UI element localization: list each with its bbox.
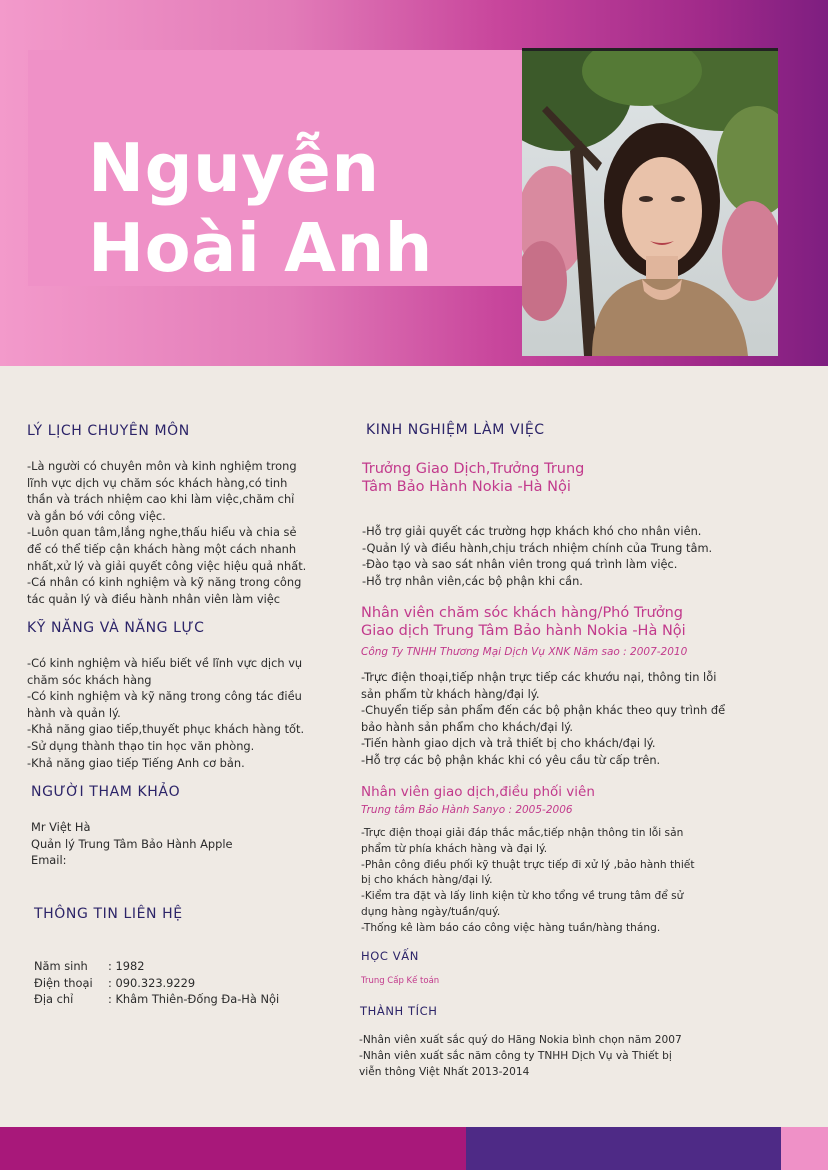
job2-duty: sản phẩm từ khách hàng/đại lý. bbox=[361, 686, 540, 701]
birth-value: : 1982 bbox=[108, 959, 145, 973]
contact-row-address bbox=[34, 991, 279, 1008]
profile-line: nhất,xử lý và giải quyết công việc hiệu quả nhất. bbox=[27, 558, 307, 573]
profile-line: tác quản lý và điều hành nhân viên làm việc bbox=[27, 591, 281, 606]
phone-value: : 090.323.9229 bbox=[108, 975, 196, 990]
profile-line: -Cá nhân có kinh nghiệm và kỹ năng trong công bbox=[27, 575, 302, 590]
job2-title-line: Nhân viên chăm sóc khách hàng/Phó Trưởng bbox=[361, 605, 683, 621]
job1-duty: -Đào tạo và sao sát nhân viên trong quá trình làm việc. bbox=[362, 557, 678, 572]
job2-duties bbox=[361, 669, 725, 769]
job2-duty: -Chuyển tiếp sản phẩm đến các bộ phận khác theo quy trình để bbox=[361, 703, 726, 718]
skills-line: chăm sóc khách hàng bbox=[27, 672, 152, 687]
education-section-title: HỌC VẤN bbox=[361, 949, 419, 963]
achievement-line: -Nhân viên xuất sắc quý do Hãng Nokia bình chọn năm 2007 bbox=[359, 1034, 682, 1046]
job3-duty: dụng hàng ngày/tuần/quý. bbox=[361, 905, 501, 918]
profile-line: để có thể tiếp cận khách hàng một cách nhanh bbox=[27, 541, 297, 556]
job3-duty: -Kiểm tra đặt và lấy linh kiện từ kho tổng về trung tâm để sử bbox=[361, 890, 684, 903]
reference-section-title: NGƯỜI THAM KHẢO bbox=[31, 784, 181, 800]
job3-title: Nhân viên giao dịch,điều phối viên bbox=[361, 784, 595, 800]
address-label: Địa chỉ bbox=[34, 992, 74, 1007]
contact-row-phone bbox=[34, 975, 279, 992]
job1-duty: -Hỗ trợ giải quyết các trường hợp khách khó cho nhân viên. bbox=[362, 524, 702, 538]
profile-line: -Là người có chuyên môn và kinh nghiệm trong bbox=[27, 459, 297, 473]
job1-duties bbox=[362, 523, 712, 589]
profile-line: -Luôn quan tâm,lắng nghe,thấu hiểu và chia sẻ bbox=[27, 525, 297, 540]
skills-line: -Khả năng giao tiếp,thuyết phục khách hàng tốt. bbox=[27, 722, 305, 737]
skills-line: -Sử dụng thành thạo tin học văn phòng. bbox=[27, 738, 255, 753]
profile-line: lĩnh vực dịch vụ chăm sóc khách hàng,có tinh bbox=[27, 475, 288, 490]
name-line-2: Hoài Anh bbox=[88, 209, 433, 287]
job2-duty: bảo hành sản phẩm cho khách/đại lý. bbox=[361, 719, 574, 734]
education-item: Trung Cấp Kế toán bbox=[361, 976, 440, 986]
footer-band-purple bbox=[466, 1127, 781, 1170]
skills-line: -Có kinh nghiệm và kỹ năng trong công tác điều bbox=[27, 689, 302, 704]
skills-section-title: KỸ NĂNG VÀ NĂNG LỰC bbox=[27, 620, 205, 636]
candidate-name bbox=[88, 128, 433, 288]
achievement-line: -Nhân viên xuất sắc năm công ty TNHH Dịch Vụ và Thiết bị bbox=[359, 1049, 672, 1062]
skills-line: hành và quản lý. bbox=[27, 705, 121, 720]
contact-section-title: THÔNG TIN LIÊN HỆ bbox=[34, 906, 183, 922]
name-line-1: Nguyễn bbox=[88, 129, 380, 207]
job3-duty: phẩm từ phía khách hàng và đại lý. bbox=[361, 842, 548, 855]
experience-section-title: KINH NGHIỆM LÀM VIỆC bbox=[366, 422, 545, 438]
skills-line: -Có kinh nghiệm và hiểu biết về lĩnh vực dịch vụ bbox=[27, 656, 303, 670]
achievement-line: viễn thông Việt Nhất 2013-2014 bbox=[359, 1065, 530, 1078]
job2-duty: -Trực điện thoại,tiếp nhận trực tiếp các khướu nại, thông tin lỗi bbox=[361, 670, 717, 684]
job1-title bbox=[362, 460, 584, 496]
reference-line: Email: bbox=[31, 853, 67, 868]
job3-duties bbox=[361, 826, 694, 937]
job1-duty: -Quản lý và điều hành,chịu trách nhiệm chính của Trung tâm. bbox=[362, 540, 713, 555]
job3-duty: -Phân công điều phối kỹ thuật trực tiếp đi xử lý ,bảo hành thiết bbox=[361, 858, 695, 871]
birth-label: Năm sinh bbox=[34, 959, 88, 973]
footer-band-pink bbox=[781, 1127, 828, 1170]
reference-line: Quản lý Trung Tâm Bảo Hành Apple bbox=[31, 836, 233, 851]
reference-line: Mr Việt Hà bbox=[31, 820, 91, 834]
profile-line: và gắn bó với công việc. bbox=[27, 508, 166, 523]
job3-duty: bị cho khách hàng/đại lý. bbox=[361, 874, 493, 887]
job3-company: Trung tâm Bảo Hành Sanyo : 2005-2006 bbox=[361, 804, 573, 816]
job3-duty: -Trực điện thoại giải đáp thắc mắc,tiếp nhận thông tin lỗi sản bbox=[361, 827, 684, 839]
job2-duty: -Tiến hành giao dịch và trả thiết bị cho khách/đại lý. bbox=[361, 736, 656, 751]
address-value: : Khâm Thiên-Đống Đa-Hà Nội bbox=[108, 992, 280, 1007]
job2-company: Công Ty TNHH Thương Mại Dịch Vụ XNK Năm sao : 2007-2010 bbox=[361, 646, 688, 658]
phone-label: Điện thoại bbox=[34, 975, 93, 990]
achievements-section-title: THÀNH TÍCH bbox=[360, 1004, 438, 1018]
job2-title bbox=[361, 604, 686, 640]
profile-photo bbox=[522, 48, 778, 356]
job2-duty: -Hỗ trợ các bộ phận khác khi có yêu cầu từ cấp trên. bbox=[361, 752, 661, 767]
profile-section-title: LÝ LỊCH CHUYÊN MÔN bbox=[27, 423, 190, 439]
job1-duty: -Hỗ trợ nhân viên,các bộ phận khi cần. bbox=[362, 573, 583, 588]
profile-text bbox=[27, 458, 306, 607]
skills-text bbox=[27, 655, 304, 771]
skills-line: -Khả năng giao tiếp Tiếng Anh cơ bản. bbox=[27, 755, 245, 770]
reference-text bbox=[31, 819, 233, 869]
footer-band-magenta bbox=[0, 1127, 466, 1170]
profile-line: thần và trách nhiệm cao khi làm việc,chăm chỉ bbox=[27, 492, 295, 507]
achievements-text bbox=[359, 1033, 682, 1080]
job2-title-line: Giao dịch Trung Tâm Bảo hành Nokia -Hà Nội bbox=[361, 623, 686, 639]
job3-duty: -Thống kê làm báo cáo công việc hàng tuần/hàng tháng. bbox=[361, 921, 661, 934]
contact-row-birth bbox=[34, 958, 279, 975]
job1-title-line: Tâm Bảo Hành Nokia -Hà Nội bbox=[362, 479, 571, 495]
job1-title-line: Trưởng Giao Dịch,Trưởng Trung bbox=[362, 461, 585, 477]
contact-info bbox=[34, 958, 279, 1008]
